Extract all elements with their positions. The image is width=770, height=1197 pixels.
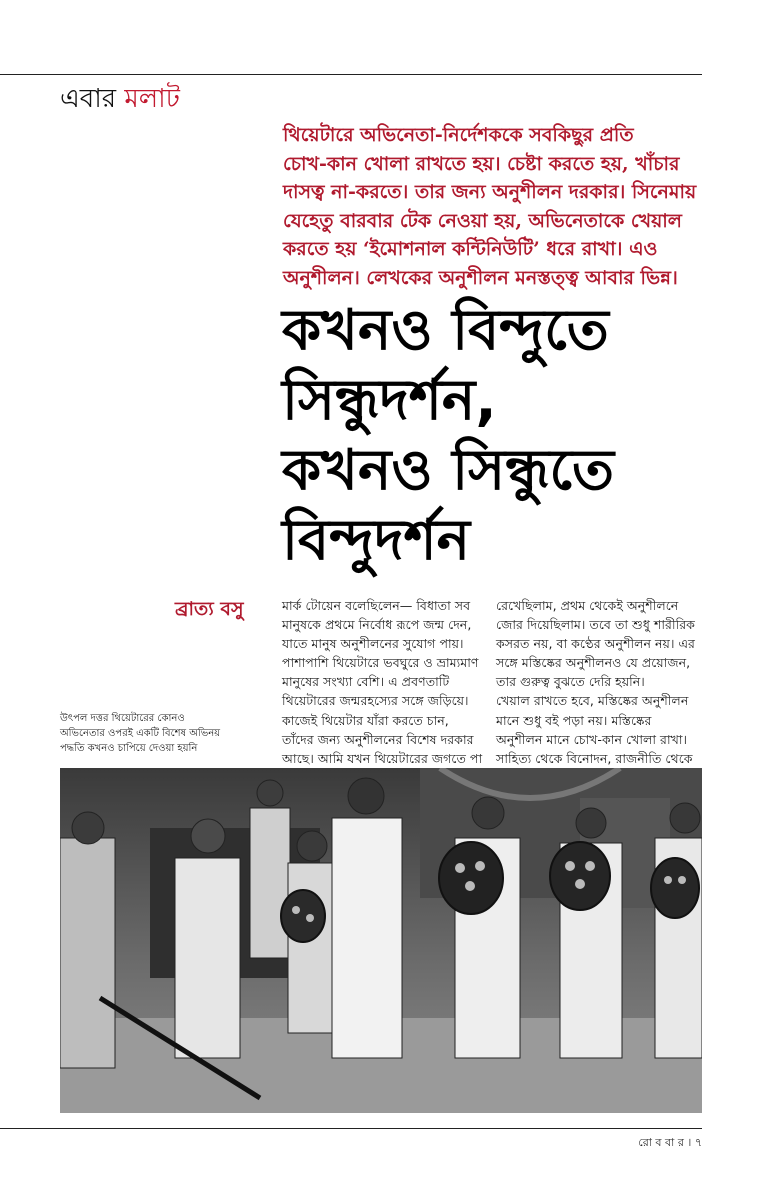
caption-line: পদ্ধতি কখনও চাপিয়ে দেওয়া হয়নি	[60, 743, 198, 754]
body-line: অনুশীলন মানে চোখ-কান খোলা রাখা।	[496, 731, 688, 747]
photo-caption	[60, 711, 260, 756]
standfirst-line: অনুশীলন। লেখকের অনুশীলন মনস্তত্ত্ব আবার ভিন্ন।	[283, 266, 678, 289]
body-line: খেয়াল রাখতে হবে, মস্তিষ্কের অনুশীলন	[496, 693, 689, 709]
body-line: রেখেছিলাম, প্রথম থেকেই অনুশীলনে	[496, 598, 679, 613]
top-rule	[0, 74, 702, 75]
standfirst-line: যেহেতু বারবার টেক নেওয়া হয়, অভিনেতাকে খেয়াল	[283, 209, 682, 232]
section-label	[60, 82, 180, 116]
section-label-word2: মলাট	[124, 84, 180, 114]
standfirst-line: চোখ-কান খোলা রাখতে হয়। চেষ্টা করতে হয়, খাঁচার	[283, 152, 680, 175]
standfirst-line: দাসত্ব না-করতে। তার জন্য অনুশীলন দরকার। সিনেমায়	[283, 181, 697, 203]
bottom-rule	[0, 1128, 702, 1129]
headline-line: কখনও সিন্ধুতে	[282, 438, 614, 503]
standfirst	[283, 121, 703, 292]
body-line: পাশাপাশি থিয়েটারে ভবঘুরে ও ভ্রাম্যমাণ	[282, 655, 479, 671]
headline-line: বিন্দুদর্শন	[282, 508, 471, 573]
body-line: কাজেই থিয়েটার যাঁরা করতে চান,	[282, 712, 449, 728]
body-line: তাঁদের জন্য অনুশীলনের বিশেষ দরকার	[282, 731, 474, 747]
stage-photo-illustration	[60, 768, 702, 1113]
headline-line: সিন্ধুদর্শন,	[282, 368, 497, 433]
body-line: আছে। আমি যখন থিয়েটারের জগতে পা	[282, 750, 483, 766]
body-line: মানুষের সংখ্যা বেশি। এ প্রবণতাটি	[282, 674, 450, 690]
standfirst-line: করতে হয় ‘ইমোশনাল কন্টিনিউটি’ ধরে রাখা। এও	[283, 238, 658, 260]
headline-line: কখনও বিন্দুতে	[282, 298, 609, 363]
body-line: থিয়েটারের জন্মরহস্যের সঙ্গে জড়িয়ে।	[282, 693, 469, 709]
footer-page-number: রো ব বা র । ৭	[638, 1136, 702, 1149]
author-byline: ব্রাত্য বসু	[175, 598, 244, 620]
section-label-word1: এবার	[60, 84, 117, 114]
caption-line: অভিনেতার ওপরই একটি বিশেষ অভিনয়	[60, 728, 221, 739]
body-line: মানে শুধু বই পড়া নয়। মস্তিষ্কের	[496, 712, 652, 728]
body-line: মানুষকে প্রথমে নির্বোধ রূপে জন্ম দেন,	[282, 617, 472, 633]
caption-line: উৎপল দত্তর থিয়েটারের কোনও	[60, 713, 185, 724]
body-line: জোর দিয়েছিলাম। তবে তা শুধু শারীরিক	[496, 617, 695, 633]
body-line: তার গুরুত্ব বুঝতে দেরি হয়নি।	[496, 674, 645, 690]
body-column-2	[496, 596, 706, 768]
standfirst-line: থিয়েটারে অভিনেতা-নির্দেশককে সবকিছুর প্রতি	[283, 124, 634, 146]
body-line: কসরত নয়, বা কণ্ঠের অনুশীলন নয়। এর	[496, 636, 695, 652]
body-column-1	[282, 596, 492, 768]
headline	[282, 296, 702, 576]
body-line: সঙ্গে মস্তিষ্কের অনুশীলনও যে প্রয়োজন,	[496, 655, 691, 671]
stage-photo	[60, 768, 702, 1113]
body-line: সাহিত্য থেকে বিনোদন, রাজনীতি থেকে	[496, 750, 693, 766]
body-line: মার্ক টোয়েন বলেছিলেন— বিধাতা সব	[282, 598, 471, 613]
body-line: যাতে মানুষ অনুশীলনের সুযোগ পায়।	[282, 636, 464, 652]
